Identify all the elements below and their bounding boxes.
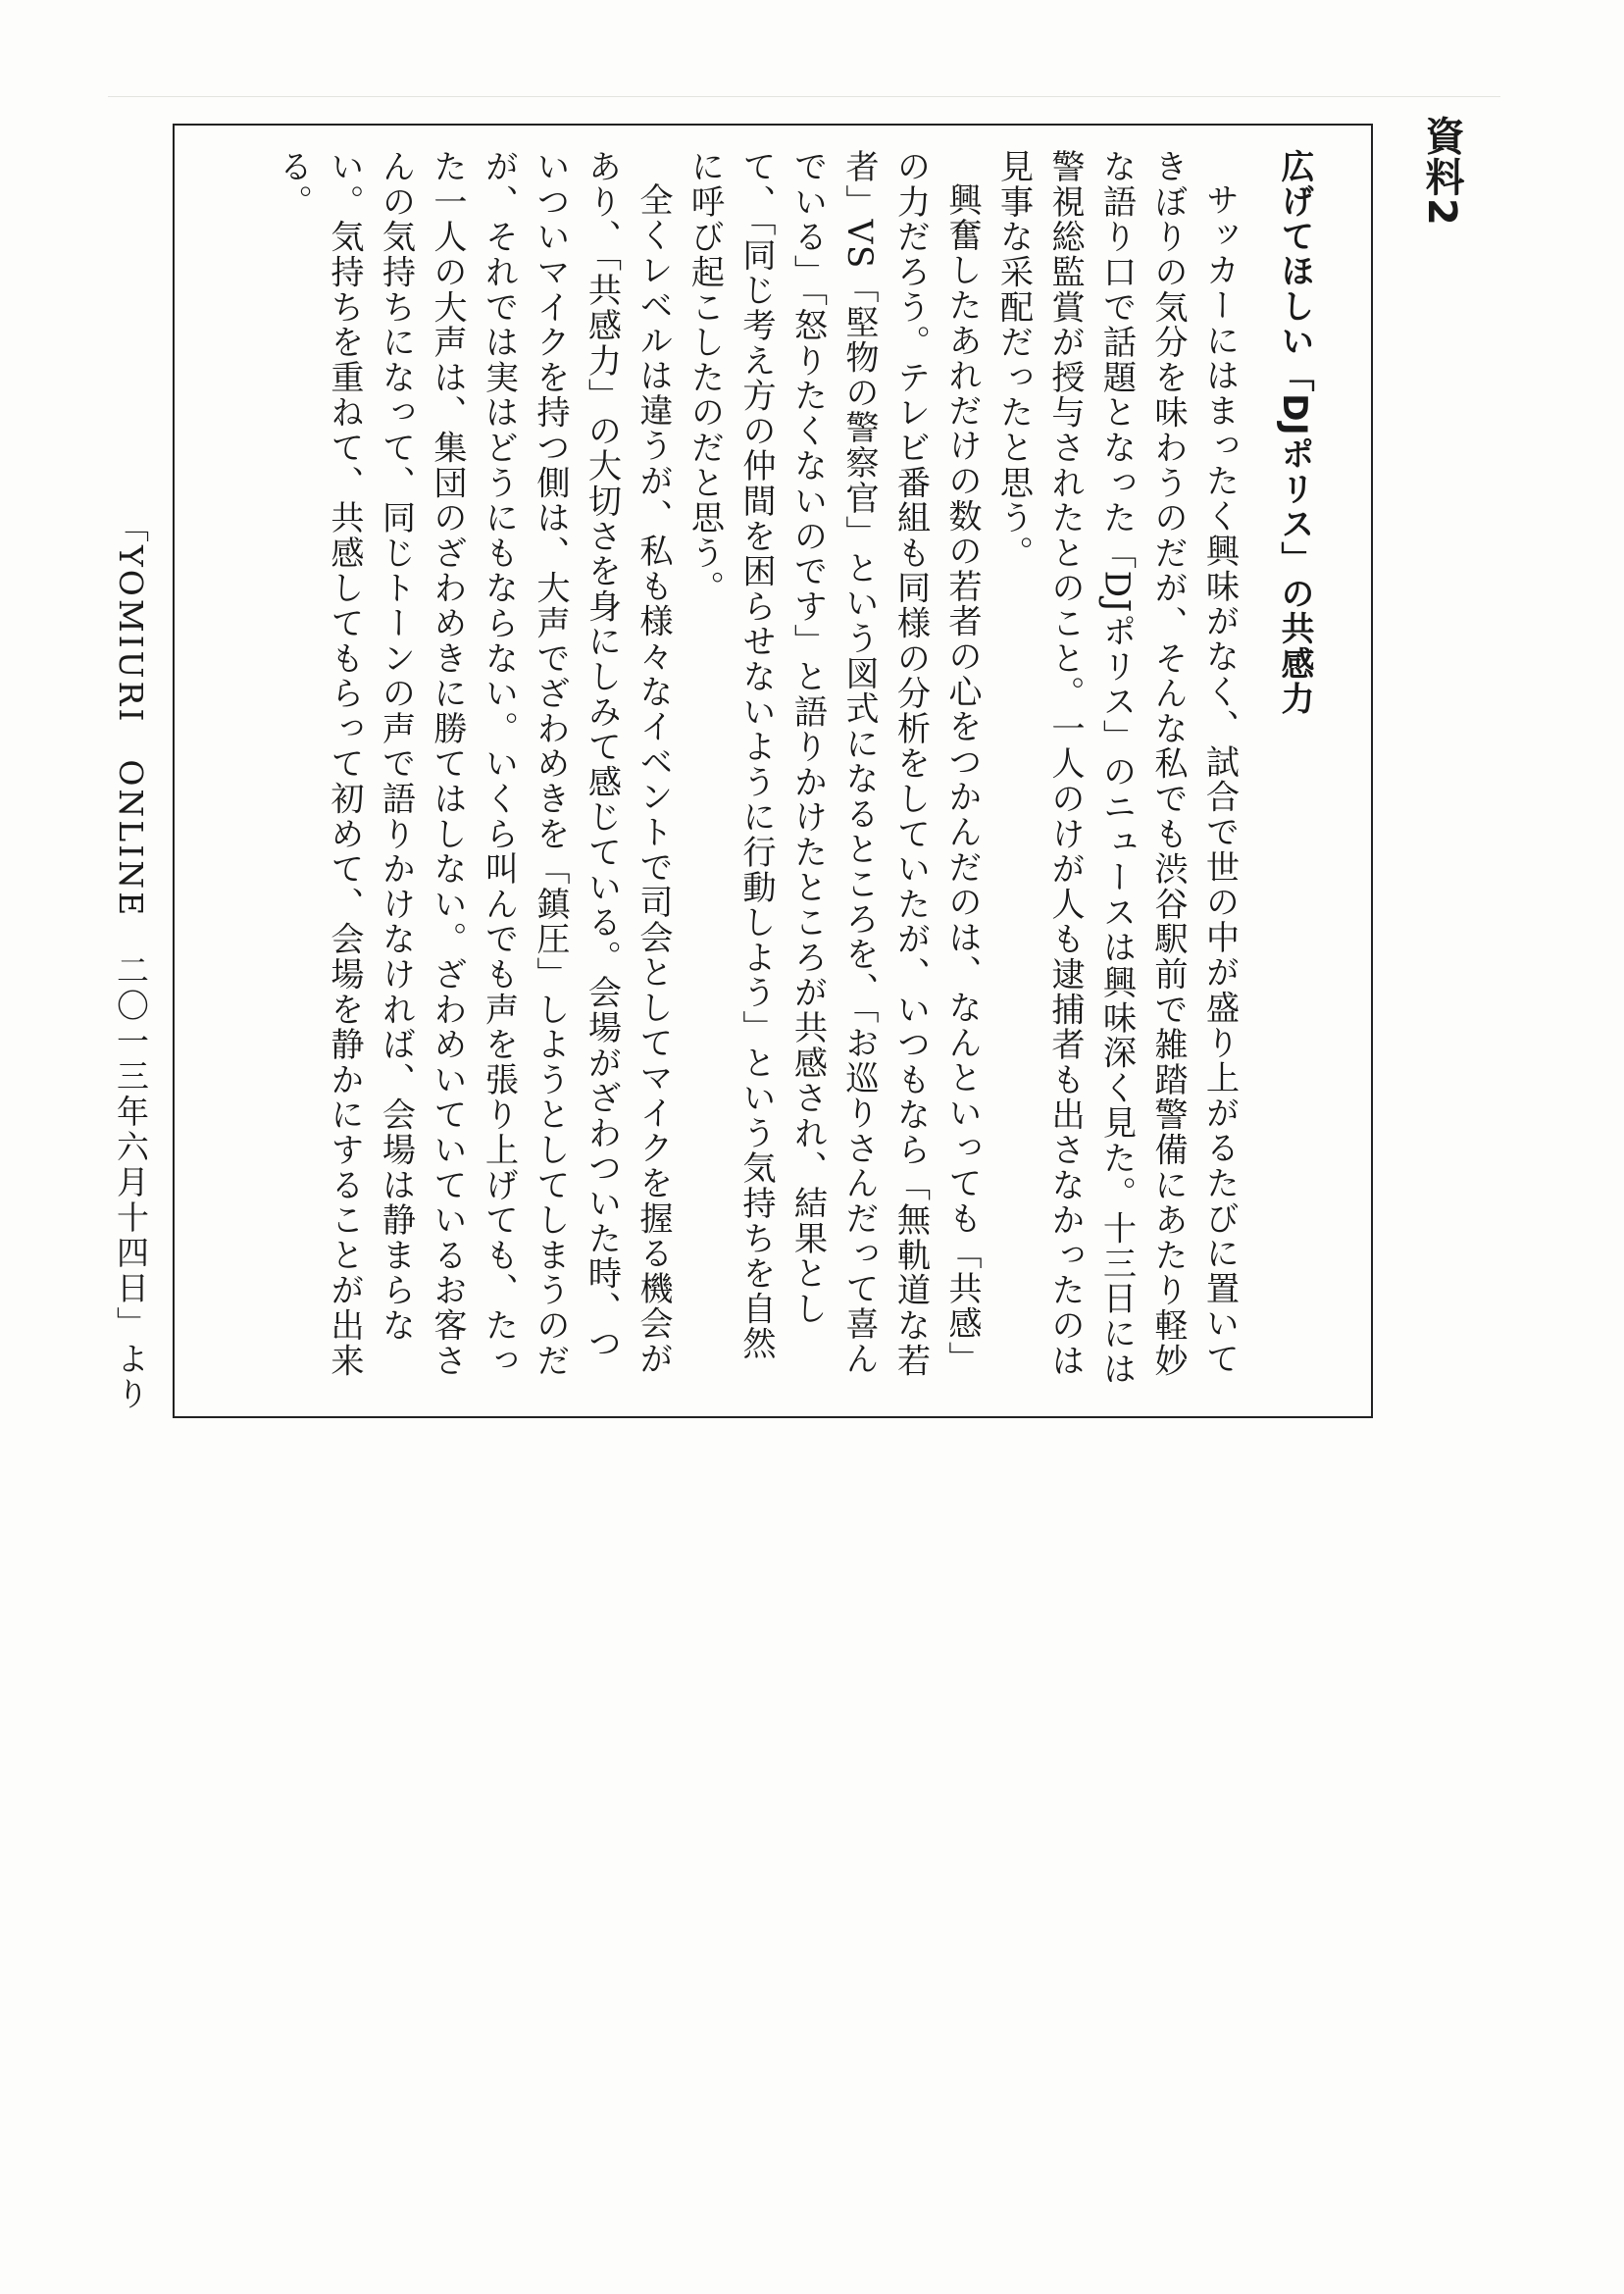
article-paragraph-2: 興奮したあれだけの数の若者の心をつかんだのは、なんといっても「共感」の力だろう。テレビ番組も同様の分析をしていたが、いつもなら「無軌道な若者」VS「堅物の警察官」という図式になるところを、「お巡りさんだって喜んでいる」「怒りたくないのです」と語りかけたところが共感され、結果として、「同じ考え方の仲間を困らせないように行動しよう」という気持ちを自然に呼び起こしたのだと思う。	[685, 149, 982, 1378]
material-label: 資料2	[1419, 116, 1464, 228]
article-paragraph-1: サッカーにはまったく興味がなく、試合で世の中が盛り上がるたびに置いてきぼりの気分を味わうのだが、そんな私でも渋谷駅前で雑踏警備にあたり軽妙な語り口で話題となった「DJポリス」のニュースは興味深く見た。十三日には警視総監賞が授与されたとのこと。一人のけが人も逮捕者も出さなかったのは見事な采配だったと思う。	[993, 149, 1240, 1387]
source-citation: 「YOMIURI ONLINE 二〇一三年六月十四日」より	[112, 510, 150, 1413]
article-paragraph-3: 全くレベルは違うが、私も様々なイベントで司会としてマイクを握る機会があり、「共感力」の大切さを身にしみて感じている。会場がざわついた時、ついついマイクを持つ側は、大声でざわめきを「鎮圧」しようとしてしまうのだが、それでは実はどうにもならない。いくら叫んでも声を張り上げても、たった一人の大声は、集団のざわめきに勝てはしない。ざわめいていているお客さんの気持ちになって、同じトーンの声で語りかけなければ、会場は静まらない。気持ちを重ねて、共感してもらって初めて、会場を静かにすることが出来る。	[273, 149, 673, 1378]
scan-edge-line	[108, 96, 1500, 97]
article-box	[173, 124, 1373, 1418]
article-title: 広げてほしい「DJポリス」の共感力	[1275, 149, 1314, 717]
article-body	[267, 149, 1320, 1395]
